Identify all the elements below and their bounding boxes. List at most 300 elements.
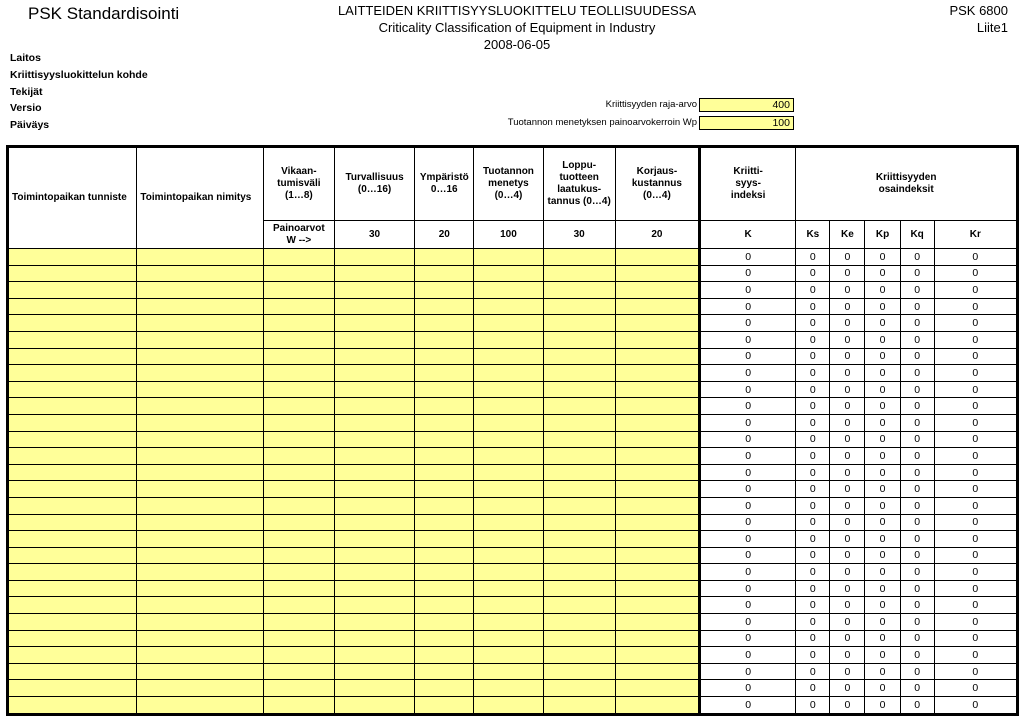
weight-environment: 20	[415, 221, 474, 249]
cell-k: 0	[700, 630, 796, 647]
cell-ke: 0	[830, 597, 865, 614]
cell-ks: 0	[796, 580, 830, 597]
cell-id[interactable]	[8, 298, 137, 315]
cell-ks: 0	[796, 265, 830, 282]
cell-name[interactable]	[137, 531, 263, 548]
cell-failure-interval[interactable]	[263, 448, 334, 465]
cell-name[interactable]	[137, 249, 263, 266]
cell-safety[interactable]	[334, 249, 414, 266]
cell-production-loss[interactable]	[474, 265, 543, 282]
cell-environment[interactable]	[415, 331, 474, 348]
cell-quality-cost[interactable]	[543, 414, 615, 431]
cell-quality-cost[interactable]	[543, 597, 615, 614]
cell-production-loss[interactable]	[474, 282, 543, 299]
cell-production-loss[interactable]	[474, 381, 543, 398]
cell-failure-interval[interactable]	[263, 497, 334, 514]
cell-kr: 0	[934, 514, 1017, 531]
cell-kr: 0	[934, 381, 1017, 398]
cell-failure-interval[interactable]	[263, 481, 334, 498]
table-row	[8, 448, 1018, 465]
cell-id[interactable]	[8, 249, 137, 266]
cell-name[interactable]	[137, 497, 263, 514]
cell-name[interactable]	[137, 331, 263, 348]
cell-quality-cost[interactable]	[543, 680, 615, 697]
cell-ks: 0	[796, 414, 830, 431]
cell-environment[interactable]	[415, 531, 474, 548]
cell-repair-cost[interactable]	[615, 597, 699, 614]
cell-repair-cost[interactable]	[615, 531, 699, 548]
cell-environment[interactable]	[415, 497, 474, 514]
cell-id[interactable]	[8, 464, 137, 481]
cell-production-loss[interactable]	[474, 315, 543, 332]
cell-quality-cost[interactable]	[543, 381, 615, 398]
cell-safety[interactable]	[334, 531, 414, 548]
cell-environment[interactable]	[415, 580, 474, 597]
cell-safety[interactable]	[334, 414, 414, 431]
cell-name[interactable]	[137, 580, 263, 597]
table-row	[8, 464, 1018, 481]
cell-quality-cost[interactable]	[543, 564, 615, 581]
cell-name[interactable]	[137, 315, 263, 332]
cell-ke: 0	[830, 431, 865, 448]
cell-k: 0	[700, 348, 796, 365]
cell-repair-cost[interactable]	[615, 282, 699, 299]
cell-production-loss[interactable]	[474, 448, 543, 465]
cell-id[interactable]	[8, 431, 137, 448]
cell-production-loss[interactable]	[474, 564, 543, 581]
cell-name[interactable]	[137, 431, 263, 448]
header-id: Toimintopaikan tunniste	[8, 147, 137, 249]
cell-failure-interval[interactable]	[263, 580, 334, 597]
cell-safety[interactable]	[334, 481, 414, 498]
header-kp: Kp	[865, 221, 900, 249]
cell-safety[interactable]	[334, 697, 414, 715]
weight-quality: 30	[543, 221, 615, 249]
table-row	[8, 348, 1018, 365]
cell-quality-cost[interactable]	[543, 614, 615, 631]
cell-quality-cost[interactable]	[543, 398, 615, 415]
cell-production-loss[interactable]	[474, 630, 543, 647]
cell-production-loss[interactable]	[474, 697, 543, 715]
cell-ks: 0	[796, 514, 830, 531]
table-row	[8, 547, 1018, 564]
cell-name[interactable]	[137, 381, 263, 398]
cell-failure-interval[interactable]	[263, 282, 334, 299]
cell-safety[interactable]	[334, 547, 414, 564]
cell-id[interactable]	[8, 365, 137, 382]
cell-kp: 0	[865, 265, 900, 282]
cell-failure-interval[interactable]	[263, 398, 334, 415]
cell-kr: 0	[934, 464, 1017, 481]
cell-name[interactable]	[137, 630, 263, 647]
cell-environment[interactable]	[415, 265, 474, 282]
cell-repair-cost[interactable]	[615, 697, 699, 715]
cell-id[interactable]	[8, 414, 137, 431]
cell-repair-cost[interactable]	[615, 365, 699, 382]
cell-kp: 0	[865, 597, 900, 614]
cell-id[interactable]	[8, 697, 137, 715]
cell-id[interactable]	[8, 282, 137, 299]
appendix-label: Liite1	[976, 20, 1008, 35]
cell-id[interactable]	[8, 331, 137, 348]
cell-repair-cost[interactable]	[615, 547, 699, 564]
cell-production-loss[interactable]	[474, 514, 543, 531]
cell-repair-cost[interactable]	[615, 647, 699, 664]
cell-production-loss[interactable]	[474, 614, 543, 631]
cell-name[interactable]	[137, 464, 263, 481]
cell-kq: 0	[900, 481, 934, 498]
cell-name[interactable]	[137, 448, 263, 465]
cell-safety[interactable]	[334, 265, 414, 282]
cell-production-loss[interactable]	[474, 398, 543, 415]
cell-ks: 0	[796, 680, 830, 697]
cell-quality-cost[interactable]	[543, 448, 615, 465]
cell-name[interactable]	[137, 348, 263, 365]
cell-environment[interactable]	[415, 680, 474, 697]
cell-production-loss[interactable]	[474, 298, 543, 315]
cell-k: 0	[700, 398, 796, 415]
cell-k: 0	[700, 564, 796, 581]
cell-k: 0	[700, 497, 796, 514]
cell-repair-cost[interactable]	[615, 514, 699, 531]
cell-quality-cost[interactable]	[543, 464, 615, 481]
cell-environment[interactable]	[415, 514, 474, 531]
cell-repair-cost[interactable]	[615, 680, 699, 697]
cell-production-loss[interactable]	[474, 431, 543, 448]
cell-environment[interactable]	[415, 398, 474, 415]
cell-environment[interactable]	[415, 697, 474, 715]
cell-safety[interactable]	[334, 365, 414, 382]
cell-quality-cost[interactable]	[543, 514, 615, 531]
cell-environment[interactable]	[415, 249, 474, 266]
cell-quality-cost[interactable]	[543, 431, 615, 448]
cell-safety[interactable]	[334, 663, 414, 680]
cell-environment[interactable]	[415, 547, 474, 564]
cell-name[interactable]	[137, 697, 263, 715]
cell-safety[interactable]	[334, 580, 414, 597]
cell-production-loss[interactable]	[474, 680, 543, 697]
cell-failure-interval[interactable]	[263, 331, 334, 348]
cell-safety[interactable]	[334, 315, 414, 332]
cell-ks: 0	[796, 614, 830, 631]
cell-name[interactable]	[137, 298, 263, 315]
cell-repair-cost[interactable]	[615, 398, 699, 415]
cell-safety[interactable]	[334, 464, 414, 481]
cell-repair-cost[interactable]	[615, 431, 699, 448]
cell-kp: 0	[865, 564, 900, 581]
cell-failure-interval[interactable]	[263, 348, 334, 365]
cell-repair-cost[interactable]	[615, 414, 699, 431]
cell-name[interactable]	[137, 398, 263, 415]
table-row	[8, 697, 1018, 715]
cell-quality-cost[interactable]	[543, 265, 615, 282]
cell-production-loss[interactable]	[474, 663, 543, 680]
cell-environment[interactable]	[415, 448, 474, 465]
cell-safety[interactable]	[334, 614, 414, 631]
cell-ks: 0	[796, 531, 830, 548]
meta-label-date: Päiväys	[10, 119, 50, 132]
table-row	[8, 298, 1018, 315]
cell-id[interactable]	[8, 547, 137, 564]
cell-environment[interactable]	[415, 663, 474, 680]
cell-quality-cost[interactable]	[543, 647, 615, 664]
cell-production-loss[interactable]	[474, 547, 543, 564]
cell-k: 0	[700, 597, 796, 614]
cell-kr: 0	[934, 580, 1017, 597]
cell-quality-cost[interactable]	[543, 298, 615, 315]
cell-failure-interval[interactable]	[263, 680, 334, 697]
cell-id[interactable]	[8, 564, 137, 581]
header-name: Toimintopaikan nimitys	[137, 147, 263, 249]
cell-ks: 0	[796, 630, 830, 647]
cell-safety[interactable]	[334, 348, 414, 365]
cell-production-loss[interactable]	[474, 481, 543, 498]
cell-environment[interactable]	[415, 431, 474, 448]
cell-failure-interval[interactable]	[263, 597, 334, 614]
cell-kq: 0	[900, 597, 934, 614]
cell-environment[interactable]	[415, 481, 474, 498]
cell-quality-cost[interactable]	[543, 697, 615, 715]
cell-quality-cost[interactable]	[543, 282, 615, 299]
cell-production-loss[interactable]	[474, 531, 543, 548]
cell-failure-interval[interactable]	[263, 381, 334, 398]
cell-failure-interval[interactable]	[263, 630, 334, 647]
cell-failure-interval[interactable]	[263, 464, 334, 481]
cell-name[interactable]	[137, 365, 263, 382]
cell-ke: 0	[830, 298, 865, 315]
cell-failure-interval[interactable]	[263, 531, 334, 548]
cell-ke: 0	[830, 514, 865, 531]
cell-id[interactable]	[8, 481, 137, 498]
cell-name[interactable]	[137, 647, 263, 664]
cell-environment[interactable]	[415, 348, 474, 365]
cell-safety[interactable]	[334, 514, 414, 531]
cell-kp: 0	[865, 531, 900, 548]
cell-name[interactable]	[137, 597, 263, 614]
cell-id[interactable]	[8, 531, 137, 548]
cell-k: 0	[700, 414, 796, 431]
cell-ks: 0	[796, 647, 830, 664]
cell-kq: 0	[900, 531, 934, 548]
cell-environment[interactable]	[415, 597, 474, 614]
cell-failure-interval[interactable]	[263, 249, 334, 266]
cell-repair-cost[interactable]	[615, 348, 699, 365]
cell-failure-interval[interactable]	[263, 414, 334, 431]
cell-k: 0	[700, 481, 796, 498]
cell-repair-cost[interactable]	[615, 630, 699, 647]
cell-name[interactable]	[137, 282, 263, 299]
cell-quality-cost[interactable]	[543, 630, 615, 647]
cell-ke: 0	[830, 547, 865, 564]
cell-id[interactable]	[8, 614, 137, 631]
cell-id[interactable]	[8, 580, 137, 597]
cell-name[interactable]	[137, 514, 263, 531]
cell-production-loss[interactable]	[474, 497, 543, 514]
cell-production-loss[interactable]	[474, 414, 543, 431]
cell-kp: 0	[865, 282, 900, 299]
weight-label: Tuotannon menetyksen painoarvokerroin Wp	[507, 117, 697, 128]
cell-id[interactable]	[8, 514, 137, 531]
cell-id[interactable]	[8, 663, 137, 680]
cell-safety[interactable]	[334, 398, 414, 415]
cell-quality-cost[interactable]	[543, 580, 615, 597]
cell-name[interactable]	[137, 547, 263, 564]
table-row	[8, 614, 1018, 631]
cell-repair-cost[interactable]	[615, 265, 699, 282]
cell-failure-interval[interactable]	[263, 564, 334, 581]
cell-ke: 0	[830, 414, 865, 431]
cell-id[interactable]	[8, 348, 137, 365]
cell-id[interactable]	[8, 630, 137, 647]
cell-id[interactable]	[8, 381, 137, 398]
cell-k: 0	[700, 514, 796, 531]
cell-repair-cost[interactable]	[615, 564, 699, 581]
cell-failure-interval[interactable]	[263, 431, 334, 448]
cell-environment[interactable]	[415, 282, 474, 299]
cell-name[interactable]	[137, 265, 263, 282]
cell-production-loss[interactable]	[474, 647, 543, 664]
cell-safety[interactable]	[334, 630, 414, 647]
cell-production-loss[interactable]	[474, 331, 543, 348]
cell-failure-interval[interactable]	[263, 514, 334, 531]
table-row	[8, 282, 1018, 299]
cell-failure-interval[interactable]	[263, 315, 334, 332]
cell-name[interactable]	[137, 414, 263, 431]
cell-repair-cost[interactable]	[615, 663, 699, 680]
cell-ke: 0	[830, 564, 865, 581]
cell-quality-cost[interactable]	[543, 531, 615, 548]
cell-environment[interactable]	[415, 414, 474, 431]
table-row	[8, 481, 1018, 498]
cell-quality-cost[interactable]	[543, 365, 615, 382]
cell-quality-cost[interactable]	[543, 348, 615, 365]
cell-failure-interval[interactable]	[263, 647, 334, 664]
cell-safety[interactable]	[334, 497, 414, 514]
cell-environment[interactable]	[415, 630, 474, 647]
cell-quality-cost[interactable]	[543, 547, 615, 564]
cell-quality-cost[interactable]	[543, 315, 615, 332]
cell-safety[interactable]	[334, 298, 414, 315]
cell-safety[interactable]	[334, 680, 414, 697]
cell-kq: 0	[900, 680, 934, 697]
cell-safety[interactable]	[334, 282, 414, 299]
cell-ke: 0	[830, 580, 865, 597]
cell-name[interactable]	[137, 663, 263, 680]
cell-safety[interactable]	[334, 448, 414, 465]
cell-environment[interactable]	[415, 365, 474, 382]
cell-production-loss[interactable]	[474, 597, 543, 614]
cell-kr: 0	[934, 564, 1017, 581]
cell-name[interactable]	[137, 680, 263, 697]
cell-repair-cost[interactable]	[615, 481, 699, 498]
cell-failure-interval[interactable]	[263, 614, 334, 631]
cell-environment[interactable]	[415, 315, 474, 332]
cell-safety[interactable]	[334, 597, 414, 614]
cell-production-loss[interactable]	[474, 348, 543, 365]
cell-repair-cost[interactable]	[615, 580, 699, 597]
cell-failure-interval[interactable]	[263, 298, 334, 315]
cell-k: 0	[700, 381, 796, 398]
cell-failure-interval[interactable]	[263, 265, 334, 282]
cell-id[interactable]	[8, 398, 137, 415]
cell-repair-cost[interactable]	[615, 331, 699, 348]
cell-id[interactable]	[8, 597, 137, 614]
cell-environment[interactable]	[415, 298, 474, 315]
cell-repair-cost[interactable]	[615, 298, 699, 315]
cell-id[interactable]	[8, 647, 137, 664]
cell-kp: 0	[865, 365, 900, 382]
cell-quality-cost[interactable]	[543, 497, 615, 514]
cell-environment[interactable]	[415, 564, 474, 581]
cell-quality-cost[interactable]	[543, 663, 615, 680]
cell-repair-cost[interactable]	[615, 315, 699, 332]
cell-production-loss[interactable]	[474, 580, 543, 597]
cell-safety[interactable]	[334, 647, 414, 664]
cell-kq: 0	[900, 431, 934, 448]
cell-kp: 0	[865, 431, 900, 448]
cell-environment[interactable]	[415, 647, 474, 664]
cell-id[interactable]	[8, 680, 137, 697]
header-kq: Kq	[900, 221, 934, 249]
cell-failure-interval[interactable]	[263, 697, 334, 715]
cell-quality-cost[interactable]	[543, 481, 615, 498]
cell-name[interactable]	[137, 481, 263, 498]
cell-kq: 0	[900, 265, 934, 282]
cell-environment[interactable]	[415, 464, 474, 481]
cell-ks: 0	[796, 448, 830, 465]
cell-quality-cost[interactable]	[543, 331, 615, 348]
cell-k: 0	[700, 531, 796, 548]
threshold-value-field[interactable]: 400	[699, 98, 794, 112]
cell-name[interactable]	[137, 564, 263, 581]
cell-repair-cost[interactable]	[615, 497, 699, 514]
cell-kq: 0	[900, 365, 934, 382]
cell-kq: 0	[900, 614, 934, 631]
cell-id[interactable]	[8, 265, 137, 282]
cell-repair-cost[interactable]	[615, 249, 699, 266]
cell-k: 0	[700, 580, 796, 597]
cell-failure-interval[interactable]	[263, 663, 334, 680]
cell-failure-interval[interactable]	[263, 547, 334, 564]
cell-production-loss[interactable]	[474, 365, 543, 382]
cell-failure-interval[interactable]	[263, 365, 334, 382]
cell-quality-cost[interactable]	[543, 249, 615, 266]
cell-repair-cost[interactable]	[615, 448, 699, 465]
cell-production-loss[interactable]	[474, 249, 543, 266]
cell-id[interactable]	[8, 448, 137, 465]
cell-repair-cost[interactable]	[615, 381, 699, 398]
cell-kp: 0	[865, 697, 900, 715]
cell-k: 0	[700, 282, 796, 299]
cell-name[interactable]	[137, 614, 263, 631]
cell-id[interactable]	[8, 315, 137, 332]
cell-environment[interactable]	[415, 381, 474, 398]
table-row	[8, 580, 1018, 597]
cell-ke: 0	[830, 365, 865, 382]
cell-repair-cost[interactable]	[615, 614, 699, 631]
cell-k: 0	[700, 663, 796, 680]
cell-safety[interactable]	[334, 331, 414, 348]
cell-safety[interactable]	[334, 381, 414, 398]
cell-safety[interactable]	[334, 564, 414, 581]
cell-ks: 0	[796, 431, 830, 448]
cell-environment[interactable]	[415, 614, 474, 631]
cell-repair-cost[interactable]	[615, 464, 699, 481]
cell-production-loss[interactable]	[474, 464, 543, 481]
cell-safety[interactable]	[334, 431, 414, 448]
weight-value-field[interactable]: 100	[699, 116, 794, 130]
cell-id[interactable]	[8, 497, 137, 514]
